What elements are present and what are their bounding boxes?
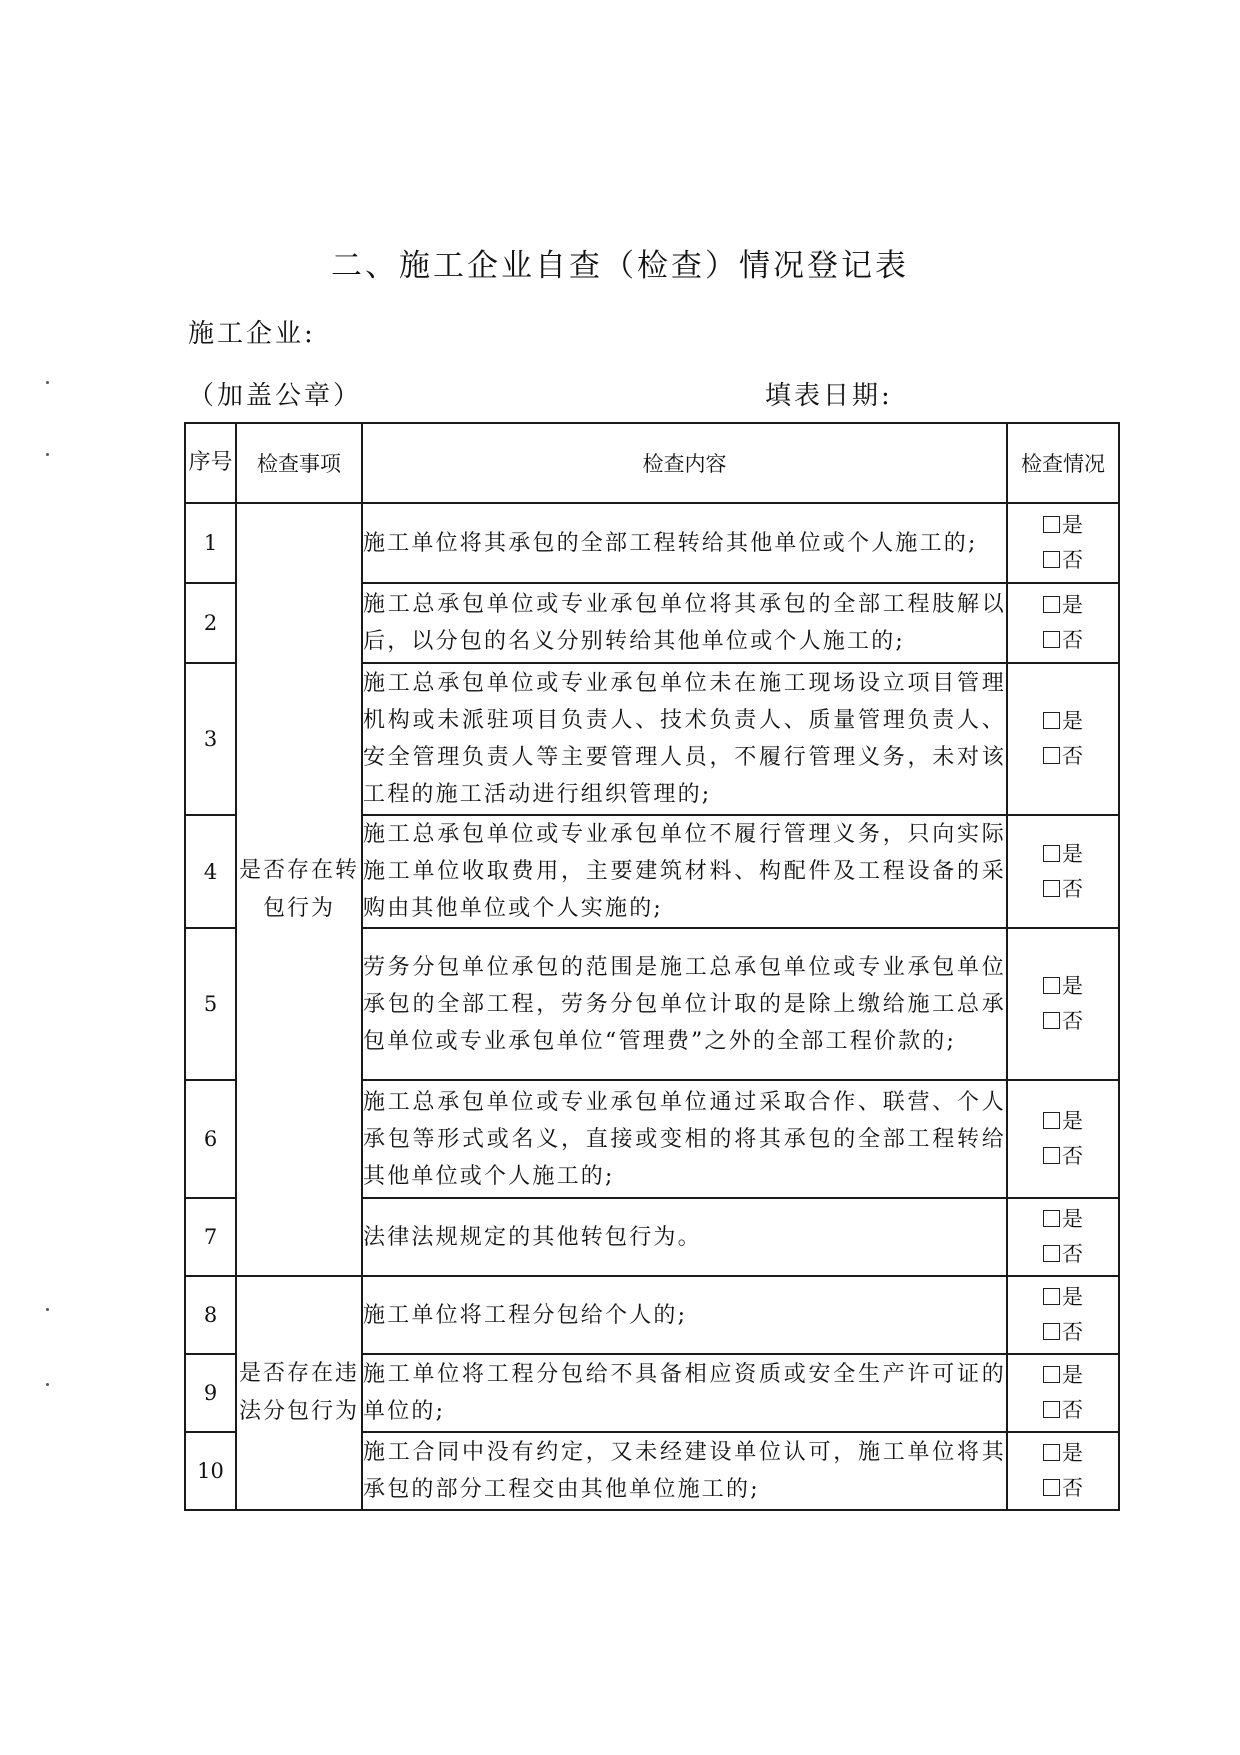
check-content: 施工总承包单位或专业承包单位通过采取合作、联营、个人承包等形式或名义，直接或变相的将其承包的全部工程转给其他单位或个人施工的; <box>362 1080 1007 1198</box>
table-row <box>185 503 1119 583</box>
checkbox-yes[interactable] <box>1008 704 1118 739</box>
check-item-group: 是否存在转包行为 <box>236 503 362 1276</box>
checkbox-label: 否 <box>1062 1398 1083 1422</box>
check-status <box>1007 815 1119 928</box>
check-status <box>1007 1198 1119 1276</box>
header-status: 检查情况 <box>1007 423 1119 503</box>
checkbox-square-icon[interactable] <box>1043 1012 1060 1029</box>
checkbox-no[interactable] <box>1008 1139 1118 1174</box>
seal-label: （加盖公章） <box>188 381 363 411</box>
row-number: 8 <box>185 1276 236 1354</box>
checkbox-square-icon[interactable] <box>1043 631 1060 648</box>
checkbox-no[interactable] <box>1008 1471 1118 1506</box>
check-content: 施工总承包单位或专业承包单位将其承包的全部工程肢解以后，以分包的名义分别转给其他单位或个人施工的; <box>362 583 1007 663</box>
checkbox-square-icon[interactable] <box>1043 1288 1060 1305</box>
checkbox-label: 是 <box>1062 1363 1083 1387</box>
check-item-group: 是否存在违法分包行为 <box>236 1276 362 1510</box>
checkbox-label: 否 <box>1062 1476 1083 1500</box>
checkbox-square-icon[interactable] <box>1043 1444 1060 1461</box>
checkbox-label: 否 <box>1062 1320 1083 1344</box>
checkbox-square-icon[interactable] <box>1043 1479 1060 1496</box>
checkbox-square-icon[interactable] <box>1043 516 1060 533</box>
checkbox-label: 是 <box>1062 841 1083 866</box>
checkbox-square-icon[interactable] <box>1043 880 1060 897</box>
checkbox-label: 否 <box>1062 628 1083 652</box>
checkbox-label: 否 <box>1062 548 1083 572</box>
check-content: 施工总承包单位或专业承包单位未在施工现场设立项目管理机构或未派驻项目负责人、技术负责人、质量管理负责人、安全管理负责人等主要管理人员，不履行管理义务，未对该工程的施工活动进行组织管理的; <box>362 663 1007 815</box>
checkbox-yes[interactable] <box>1008 508 1118 543</box>
checkbox-label: 否 <box>1062 744 1083 768</box>
scan-mark <box>46 1383 49 1386</box>
checkbox-yes[interactable] <box>1008 969 1118 1004</box>
checkbox-square-icon[interactable] <box>1043 1112 1060 1129</box>
check-status <box>1007 503 1119 583</box>
checkbox-no[interactable] <box>1008 543 1118 578</box>
checkbox-no[interactable] <box>1008 872 1118 907</box>
checkbox-yes[interactable] <box>1008 1280 1118 1315</box>
header-no: 序号 <box>185 423 236 503</box>
row-number: 9 <box>185 1354 236 1432</box>
row-number: 7 <box>185 1198 236 1276</box>
check-status <box>1007 663 1119 815</box>
table-header-row <box>185 423 1119 503</box>
checkbox-label: 是 <box>1062 593 1083 617</box>
scan-mark <box>46 381 49 384</box>
checkbox-square-icon[interactable] <box>1043 596 1060 613</box>
checkbox-no[interactable] <box>1008 1004 1118 1039</box>
check-status <box>1007 1080 1119 1198</box>
header-item: 检查事项 <box>236 423 362 503</box>
check-status <box>1007 1432 1119 1510</box>
checkbox-label: 否 <box>1062 876 1083 901</box>
checkbox-square-icon[interactable] <box>1043 977 1060 994</box>
checkbox-no[interactable] <box>1008 1393 1118 1428</box>
checkbox-square-icon[interactable] <box>1043 712 1060 729</box>
row-number: 4 <box>185 815 236 928</box>
checkbox-label: 是 <box>1062 1285 1083 1309</box>
checkbox-label: 是 <box>1062 1441 1083 1465</box>
scan-mark <box>46 453 49 456</box>
header-content: 检查内容 <box>362 423 1007 503</box>
company-label: 施工企业: <box>188 319 316 349</box>
checkbox-yes[interactable] <box>1008 1436 1118 1471</box>
check-status <box>1007 1276 1119 1354</box>
checkbox-square-icon[interactable] <box>1043 1245 1060 1262</box>
checkbox-square-icon[interactable] <box>1043 1366 1060 1383</box>
checkbox-label: 是 <box>1062 1109 1083 1133</box>
row-number: 6 <box>185 1080 236 1198</box>
checkbox-square-icon[interactable] <box>1043 1210 1060 1227</box>
check-status <box>1007 1354 1119 1432</box>
check-content: 施工单位将其承包的全部工程转给其他单位或个人施工的; <box>362 503 1007 583</box>
check-status <box>1007 583 1119 663</box>
check-content: 施工单位将工程分包给不具备相应资质或安全生产许可证的单位的; <box>362 1354 1007 1432</box>
row-number: 1 <box>185 503 236 583</box>
checkbox-label: 是 <box>1062 974 1083 998</box>
checkbox-square-icon[interactable] <box>1043 551 1060 568</box>
checkbox-no[interactable] <box>1008 623 1118 658</box>
check-content: 施工合同中没有约定，又未经建设单位认可，施工单位将其承包的部分工程交由其他单位施工的; <box>362 1432 1007 1510</box>
row-number: 3 <box>185 663 236 815</box>
checkbox-label: 否 <box>1062 1144 1083 1168</box>
checkbox-square-icon[interactable] <box>1043 845 1060 862</box>
check-content: 劳务分包单位承包的范围是施工总承包单位或专业承包单位承包的全部工程，劳务分包单位计取的是除上缴给施工总承包单位或专业承包单位“管理费”之外的全部工程价款的; <box>362 928 1007 1080</box>
check-content: 施工单位将工程分包给个人的; <box>362 1276 1007 1354</box>
check-content: 法律法规规定的其他转包行为。 <box>362 1198 1007 1276</box>
inspection-register-table <box>184 422 1120 1511</box>
checkbox-square-icon[interactable] <box>1043 1147 1060 1164</box>
date-label: 填表日期: <box>765 381 893 411</box>
table-row <box>185 1276 1119 1354</box>
page-title: 二、施工企业自查（检查）情况登记表 <box>331 248 909 284</box>
checkbox-yes[interactable] <box>1008 1358 1118 1393</box>
checkbox-yes[interactable] <box>1008 588 1118 623</box>
checkbox-square-icon[interactable] <box>1043 747 1060 764</box>
checkbox-label: 是 <box>1062 1207 1083 1231</box>
checkbox-square-icon[interactable] <box>1043 1401 1060 1418</box>
row-number: 5 <box>185 928 236 1080</box>
row-number: 10 <box>185 1432 236 1510</box>
checkbox-yes[interactable] <box>1008 1202 1118 1237</box>
checkbox-no[interactable] <box>1008 1237 1118 1272</box>
scan-mark <box>46 1308 49 1311</box>
checkbox-no[interactable] <box>1008 1315 1118 1350</box>
row-number: 2 <box>185 583 236 663</box>
checkbox-square-icon[interactable] <box>1043 1323 1060 1340</box>
checkbox-label: 是 <box>1062 709 1083 733</box>
checkbox-label: 否 <box>1062 1009 1083 1033</box>
checkbox-no[interactable] <box>1008 739 1118 774</box>
checkbox-yes[interactable] <box>1008 837 1118 872</box>
check-status <box>1007 928 1119 1080</box>
check-content: 施工总承包单位或专业承包单位不履行管理义务，只向实际施工单位收取费用，主要建筑材料、构配件及工程设备的采购由其他单位或个人实施的; <box>362 815 1007 928</box>
checkbox-label: 是 <box>1062 513 1083 537</box>
checkbox-label: 否 <box>1062 1242 1083 1266</box>
table-body <box>185 503 1119 1510</box>
checkbox-yes[interactable] <box>1008 1104 1118 1139</box>
